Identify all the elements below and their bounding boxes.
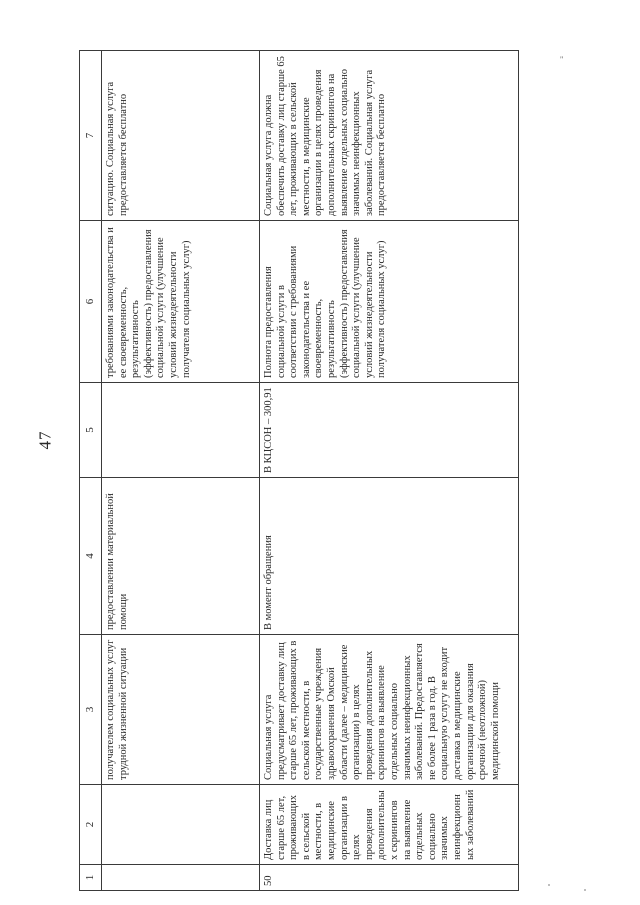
column-number: 1 (80, 865, 102, 891)
service-description-cell: получателем социальных услуг трудной жизненной ситуации (102, 635, 260, 785)
quality-indicators-cell: требованиями законодательства и ее своевременность, результативность (эффективность) предоставления социальной услуги (улучшение условий жизнедеятельности получателя социальных услуг) (102, 221, 260, 383)
column-number: 3 (80, 635, 102, 785)
table-sheet (79, 51, 519, 891)
scan-speck (548, 884, 550, 886)
edge-mark: " (560, 55, 564, 64)
service-term-cell: предоставлении материальной помощи (102, 478, 260, 635)
service-name-cell: Доставка лиц старше 65 лет, проживающих в сельской местности, в медицинские организации в целях проведения дополнительных скринингов на выявление отдельных социально значимых неинфекционных заболеваний (260, 785, 519, 865)
tariff-cell: В КЦСОН – 300,91 (260, 383, 519, 478)
service-row-50 (260, 51, 519, 891)
row-number-cell (102, 865, 260, 891)
rotated-table-frame (79, 51, 519, 891)
tariff-cell (102, 383, 260, 478)
column-number: 6 (80, 221, 102, 383)
column-number: 4 (80, 478, 102, 635)
page-number: 47 (35, 430, 55, 450)
quality-indicators-cell: Полнота предоставления социальной услуги в соответствии с требованиями законодательства и ее своевременность, результативность (эффективность) предоставления социальной услуги (улучшение условий жизнедеятельности получателя социальных услуг) (260, 221, 519, 383)
service-term-cell: В момент обращения (260, 478, 519, 635)
scan-speck (584, 889, 586, 891)
column-number: 7 (80, 51, 102, 221)
row-number-cell: 50 (260, 865, 519, 891)
service-name-cell (102, 785, 260, 865)
column-number: 5 (80, 383, 102, 478)
column-number: 2 (80, 785, 102, 865)
column-number-row (80, 51, 102, 891)
social-services-table (79, 50, 519, 891)
conditions-cell: ситуацию. Социальная услуга предоставляется бесплатно (102, 51, 260, 221)
continuation-row (102, 51, 260, 891)
service-description-cell: Социальная услуга предусматривает доставку лиц старше 65 лет, проживающих в сельской местности, в государственные учреждения здравоохранения Омской области (далее – медицинские организации) в целях проведения дополнительных скринингов на выявление отдельных социально значимых неинфекционных заболеваний. Предоставляется не более 1 раза в год. В социальную услугу не входит доставка в медицинские организации для оказания срочной (неотложной) медицинской помощи (260, 635, 519, 785)
conditions-cell: Социальная услуга должна обеспечить доставку лиц старше 65 лет, проживающих в сельской местности, в медицинские организации в целях проведения дополнительных скринингов на выявление отдельных социально значимых неинфекционных заболеваний. Социальная услуга предоставляется бесплатно (260, 51, 519, 221)
